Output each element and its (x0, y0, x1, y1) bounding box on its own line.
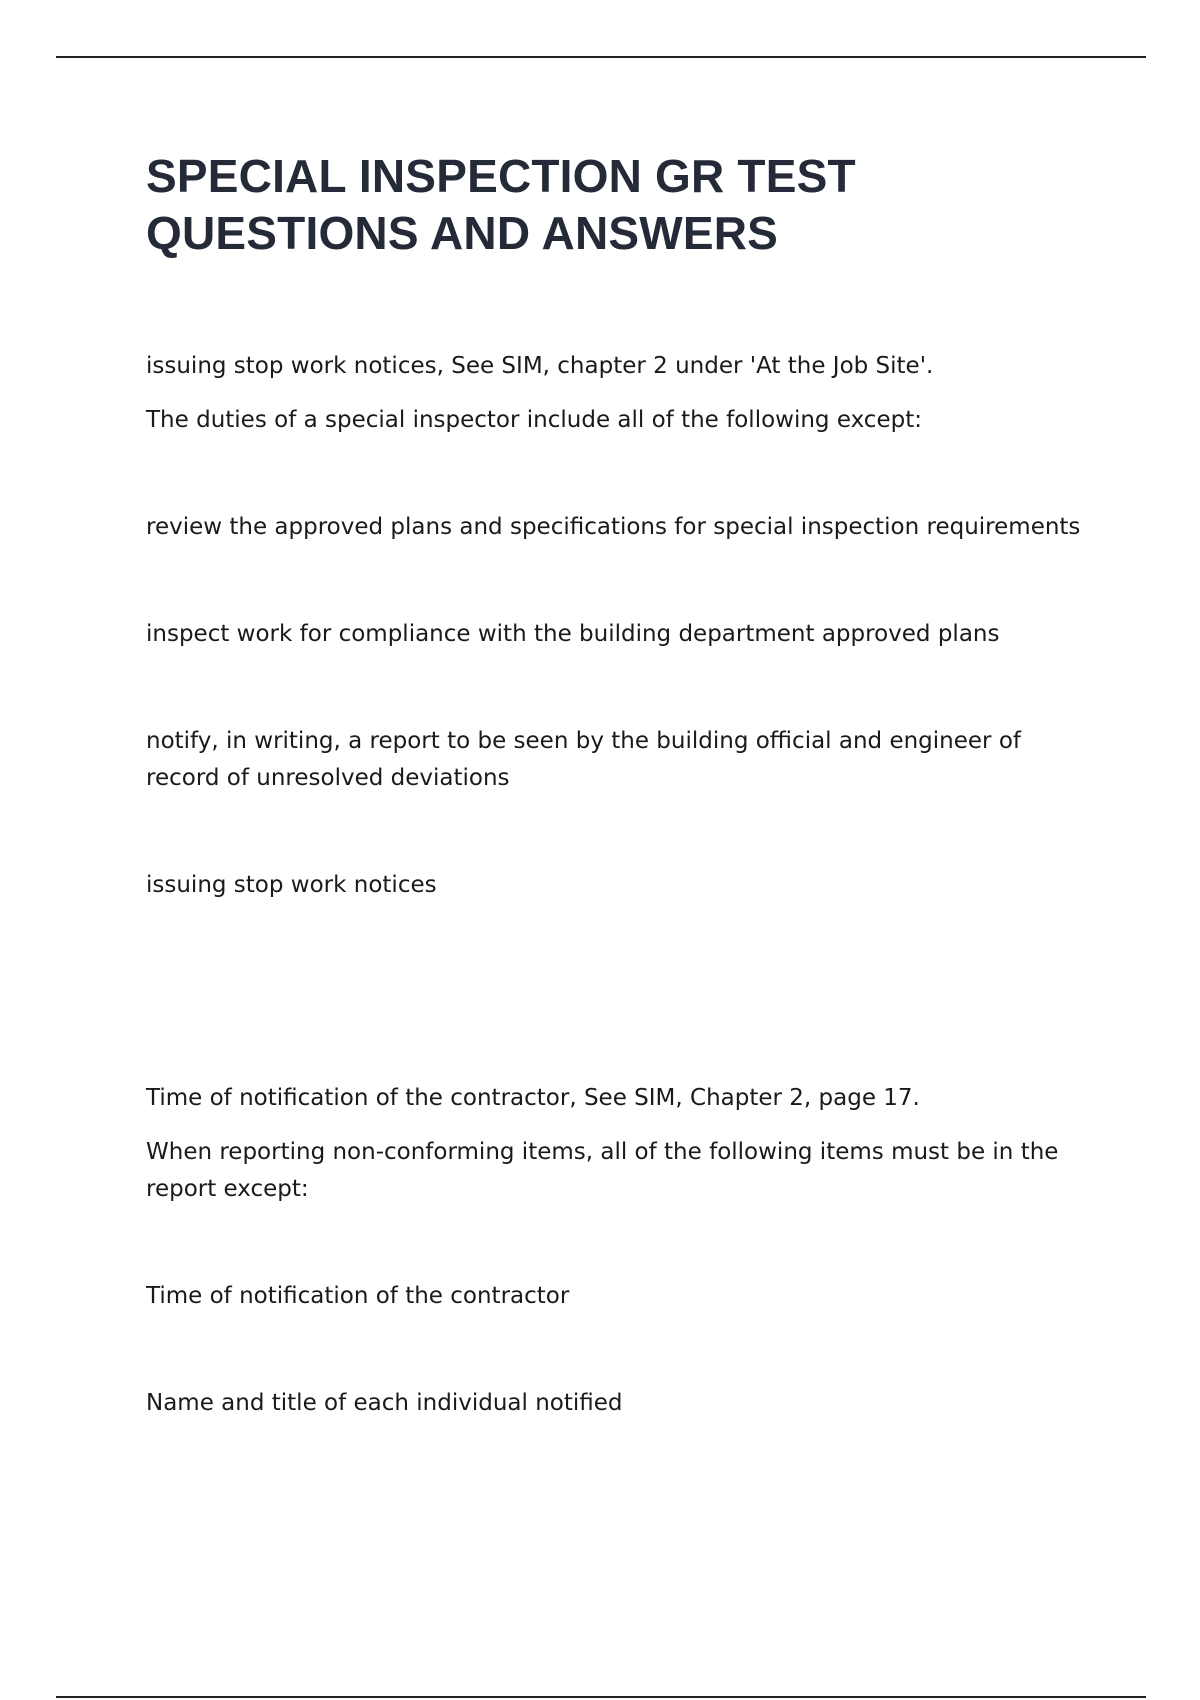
title-line-2: QUESTIONS AND ANSWERS (146, 207, 779, 259)
title-line-1: SPECIAL INSPECTION GR TEST (146, 150, 856, 202)
q1-question: The duties of a special inspector include all of the following except: (146, 407, 922, 433)
q2-answer: Time of notification of the contractor, See SIM, Chapter 2, page 17. (146, 1085, 920, 1111)
q1-option-1: review the approved plans and specifications for special inspection requirements (146, 514, 1081, 540)
q1-option-3: notify, in writing, a report to be seen by the building official and engineer of record of unresolved deviations (146, 728, 1021, 791)
q2-option-1: Time of notification of the contractor (146, 1283, 570, 1309)
q2-option-2: Name and title of each individual notified (146, 1390, 623, 1416)
q2-question: When reporting non-conforming items, all of the following items must be in the report except: (146, 1139, 1059, 1202)
top-rule (56, 56, 1146, 58)
document-title (146, 148, 856, 262)
q1-option-2: inspect work for compliance with the building department approved plans (146, 621, 1000, 647)
bottom-rule (56, 1696, 1146, 1698)
q1-answer: issuing stop work notices, See SIM, chapter 2 under 'At the Job Site'. (146, 353, 934, 379)
q1-option-4: issuing stop work notices (146, 872, 437, 898)
